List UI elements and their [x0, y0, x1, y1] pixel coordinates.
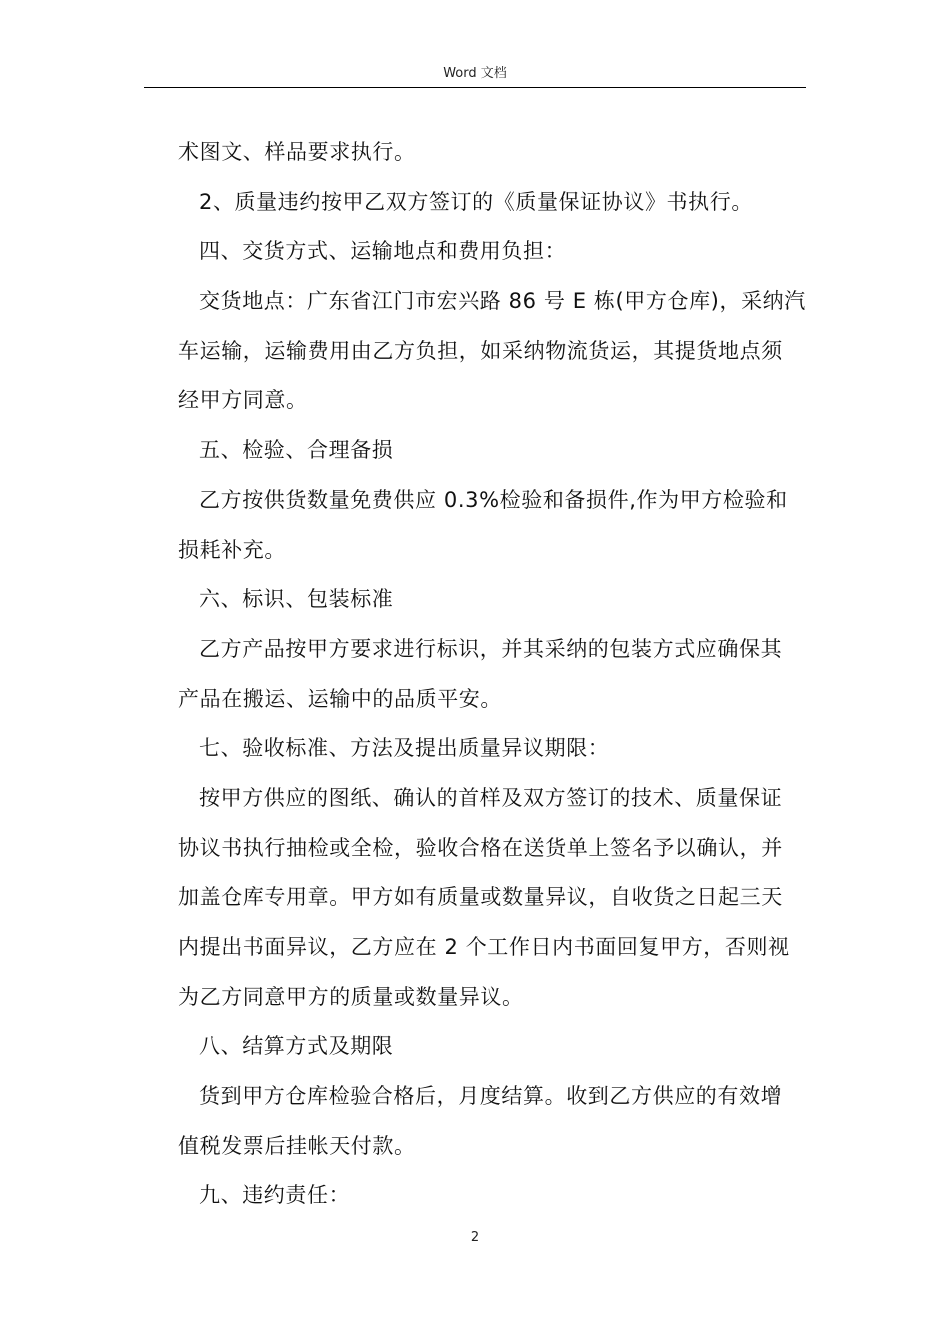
paragraph-line: 车运输，运输费用由乙方负担，如采纳物流货运，其提货地点须: [178, 338, 783, 363]
section-heading: 七、验收标准、方法及提出质量异议期限：: [199, 736, 610, 761]
page-header: Word 文档: [443, 66, 507, 81]
paragraph-line: 交货地点：广东省江门市宏兴路 86 号 E 栋(甲方仓库)，采纳汽: [199, 289, 806, 314]
section-heading: 九、违约责任：: [199, 1183, 351, 1208]
document-body: [178, 128, 808, 1221]
header-divider: [144, 87, 806, 88]
paragraph-line: 产品在搬运、运输中的品质平安。: [178, 686, 502, 711]
section-heading: 五、检验、合理备损: [199, 438, 394, 463]
paragraph-line: 按甲方供应的图纸、确认的首样及双方签订的技术、质量保证: [199, 785, 783, 810]
paragraph-line: 协议书执行抽检或全检，验收合格在送货单上签名予以确认，并: [178, 835, 783, 860]
paragraph-line: 术图文、样品要求执行。: [178, 140, 416, 164]
paragraph-line: 乙方产品按甲方要求进行标识，并其采纳的包装方式应确保其: [199, 636, 783, 661]
paragraph-line: 2、质量违约按甲乙双方签订的《质量保证协议》书执行。: [199, 189, 753, 214]
paragraph-line: 值税发票后挂帐天付款。: [178, 1133, 416, 1158]
paragraph-line: 乙方按供货数量免费供应 0.3%检验和备损件,作为甲方检验和: [199, 487, 788, 512]
section-heading: 八、结算方式及期限: [199, 1034, 394, 1059]
paragraph-line: 损耗补充。: [178, 537, 286, 562]
section-heading: 六、标识、包装标准: [199, 587, 394, 612]
paragraph-line: 内提出书面异议，乙方应在 2 个工作日内书面回复甲方，否则视: [178, 935, 790, 959]
page-number: 2: [470, 1230, 480, 1245]
paragraph-line: 加盖仓库专用章。甲方如有质量或数量异议，自收货之日起三天: [178, 885, 783, 910]
paragraph-line: 为乙方同意甲方的质量或数量异议。: [178, 984, 524, 1009]
section-heading: 四、交货方式、运输地点和费用负担：: [199, 239, 567, 264]
paragraph-line: 货到甲方仓库检验合格后，月度结算。收到乙方供应的有效增: [199, 1084, 783, 1109]
paragraph-line: 经甲方同意。: [178, 388, 308, 413]
